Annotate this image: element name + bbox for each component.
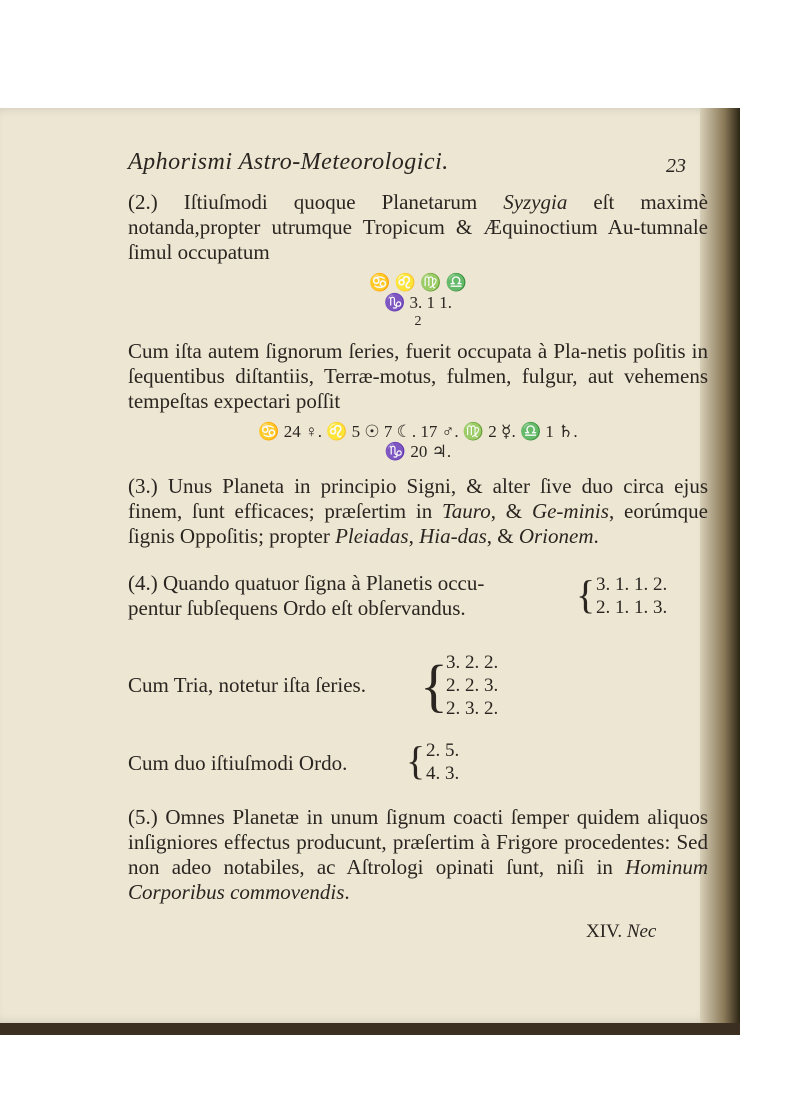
order-sequence-four: [596, 573, 667, 619]
catchword: [586, 919, 656, 944]
aphorism-text: .: [344, 880, 350, 904]
page-number: 23: [666, 155, 686, 177]
aphorism-4-line-2: pentur ſubſequens Ordo eſt obſervandus.: [128, 596, 466, 620]
curly-brace: {: [576, 572, 596, 617]
sequence-row: 3. 1. 1. 2.: [596, 574, 668, 595]
page-header: [128, 150, 708, 190]
sequence-row: 2. 2. 3.: [446, 675, 499, 696]
catchword-row: [128, 905, 708, 945]
running-title: Aphorismi Astro-Meteorologici.: [128, 149, 449, 175]
zodiac-symbols-row: ♋ ♌ ♍ ♎: [369, 273, 467, 292]
series-two: [128, 739, 708, 789]
aphorism-3: [128, 474, 708, 549]
aphorism-text: Quando quatuor ſigna à Planetis occu-: [157, 571, 485, 595]
italic-term: Pleiadas: [335, 524, 409, 548]
catchword-word: Nec: [626, 921, 657, 942]
aphorism-text: Omnes Planetæ in unum ſignum coacti ſemper quidem aliquos inſigniores effectus producunt, præſertim à Frigore procedentes: Sed non adeo notabiles, ac Aſtrologi opinati ſunt, niſi in: [128, 805, 708, 879]
zodiac-subnumber: 2: [414, 314, 422, 329]
planet-positions-row: ♋ 24 ♀. ♌ 5 ☉ 7 ☾. 17 ♂. ♍ 2 ☿. ♎ 1 ♄.: [258, 422, 578, 441]
italic-term: Syzygia: [503, 190, 568, 214]
page-bottom-edge: [0, 1023, 740, 1035]
catchword-numeral: XIV.: [586, 921, 623, 942]
italic-term: Hominum Corporibus commovendis: [128, 855, 708, 904]
sequence-row: 3. 2. 2.: [446, 652, 499, 673]
series-three-label: Cum Tria, notetur iſta ſeries.: [128, 673, 366, 697]
sequence-row: 2. 3. 2.: [446, 698, 499, 719]
aphorism-number: (4.): [128, 571, 158, 595]
aphorism-number: (5.): [128, 805, 158, 829]
italic-term: Ge-minis: [531, 499, 609, 523]
aphorism-number: (2.): [128, 190, 158, 214]
series-three: [128, 651, 708, 721]
planet-positions-row-2: ♑ 20 ♃.: [384, 442, 452, 461]
page-text: [128, 150, 708, 945]
order-sequence-three: [446, 651, 498, 720]
aphorism-4-line-1: [128, 571, 484, 596]
curly-brace: {: [406, 738, 426, 783]
aphorism-2: [128, 190, 708, 265]
aphorism-text: .: [593, 524, 599, 548]
aphorism-text: ,: [408, 524, 420, 548]
sequence-row: 2. 1. 1. 3.: [596, 597, 668, 618]
italic-term: Tauro: [442, 499, 491, 523]
series-two-label: Cum duo iſtiuſmodi Ordo.: [128, 751, 348, 775]
aphorism-text: , &: [486, 524, 519, 548]
aphorism-text: Unus Planeta in principio Signi, & alter ſive duo circa ejus finem, ſunt efficaces; præſertim in: [128, 474, 708, 523]
aphorism-text: , &: [490, 499, 532, 523]
curly-brace: {: [420, 653, 448, 718]
aphorism-text: , eorúmque ſignis Oppoſitis; propter: [128, 499, 708, 548]
aphorism-2-continuation: Cum iſta autem ſignorum ſeries, fuerit occupata à Pla-netis poſitis in ſequentibus diſtantiis, Terræ-motus, fulmen, fulgur, aut vehemens tempeſtas expectari poſſit: [128, 339, 708, 413]
sequence-row: 2. 5.: [426, 740, 460, 761]
sequence-row: 4. 3.: [426, 763, 460, 784]
italic-term: Hia-das: [419, 524, 487, 548]
aphorism-5: [128, 805, 708, 905]
aphorism-number: (3.): [128, 474, 158, 498]
zodiac-numbers-row: ♑ 3. 1 1.: [384, 293, 452, 312]
aphorism-text: Iſtiuſmodi quoque Planetarum: [183, 190, 504, 214]
order-sequence-two: [426, 739, 459, 785]
aphorism-4: [128, 571, 708, 621]
italic-term: Orionem: [518, 524, 594, 548]
aphorism-text: eſt maximè notanda,propter utrumque Tropicum & Æquinoctium Au-tumnale ſimul occupatum: [128, 190, 708, 264]
